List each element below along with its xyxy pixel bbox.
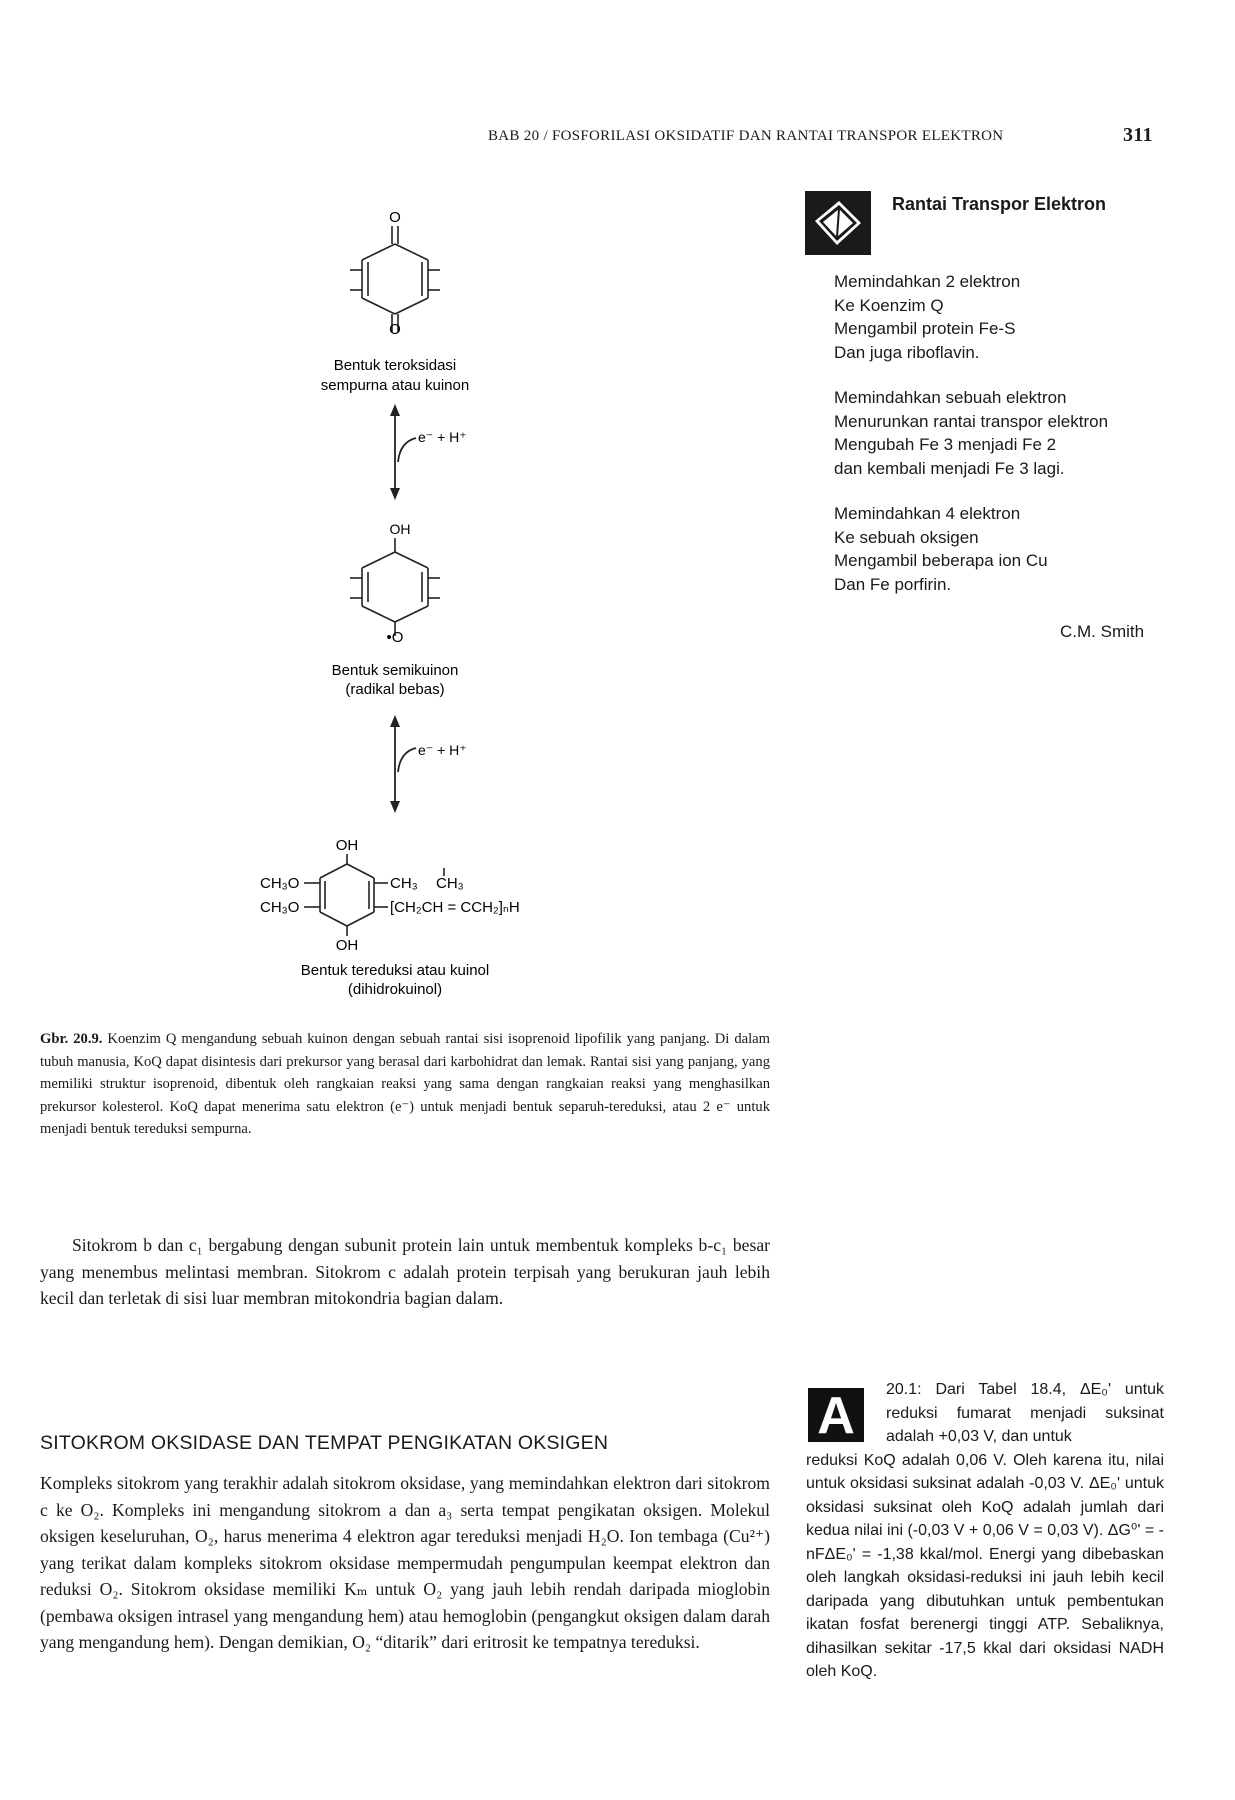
poem-stanza-2 (834, 386, 1108, 480)
poem-line: Ke Koenzim Q (834, 295, 944, 315)
isoprenoid-chain: [CH₂CH = CCH₂]ₙH (390, 899, 520, 916)
poem-line: Dan juga riboflavin. (834, 342, 980, 362)
answer-letter-box: A (808, 1388, 864, 1442)
label-semi-line2: (radikal bebas) (345, 681, 445, 698)
running-header (488, 124, 1168, 146)
answer-note (806, 1378, 1164, 1684)
poem-line: Memindahkan sebuah elektron (834, 388, 1067, 407)
reaction-1-label: e⁻ + H⁺ (418, 429, 467, 445)
semiquinone-o-radical: •O (386, 629, 404, 646)
label-semi-line1: Bentuk semikuinon (331, 662, 459, 679)
reaction-arrow-1 (390, 404, 416, 500)
body-paragraph-1: Sitokrom b dan c₁ bergabung dengan subunit protein lain untuk membentuk kompleks b-c₁ besar yang menembus melintasi membran. Sitokrom c adalah protein terpisah yang berukuran jauh lebih kecil dan terletak di sisi luar membran mitokondria bagian dalam. (40, 1235, 770, 1308)
semiquinone-oh: OH (389, 521, 411, 537)
poem-stanza-1 (834, 270, 1020, 364)
body-paragraph-2: Kompleks sitokrom yang terakhir adalah sitokrom oksidase, yang memindahkan elektron dari sitokrom c ke O₂. Kompleks ini mengandung sitokrom a dan a₃ serta tempat pengikatan oksigen. Molekul oksigen keseluruhan, O₂, harus menerima 4 elektron agar tereduksi menjadi H₂O. Ion tembaga (Cu²⁺) yang terikat dalam kompleks sitokrom oksidase mempermudah pengumpulan keempat elektron dan reduksi O₂. Sitokrom oksidase memiliki Kₘ untuk O₂ yang jauh lebih rendah daripada mioglobin (pembawa oksigen intrasel yang mengandung hem) atau hemoglobin (pengangkut oksigen dalam darah yang mengandung hem). Dengan demikian, O₂ “ditarik” dari eritrosit ke tempatnya tereduksi. (40, 1473, 770, 1652)
poem-line: Memindahkan 4 elektron (834, 504, 1021, 523)
poem-line: Ke sebuah oksigen (834, 527, 979, 547)
poem-line: Mengambil beberapa ion Cu (834, 551, 1048, 570)
label-reduced-line2: (dihidrokuinol) (347, 981, 443, 998)
quinone-bottom-o: O (389, 321, 401, 338)
ubiquinol-ch3: CH₃ (390, 875, 418, 892)
quinone-top-o: O (389, 209, 401, 226)
poem-line: Dan Fe porfirin. (834, 574, 952, 594)
poem-stanza-3 (834, 502, 1048, 596)
ubiquinol-oh-top: OH (335, 837, 359, 854)
poem-title: Rantai Transpor Elektron (892, 194, 1107, 214)
poem-line: dan kembali menjadi Fe 3 lagi. (834, 458, 1065, 478)
reaction-2-label: e⁻ + H⁺ (418, 742, 467, 758)
label-oxidized-line1: Bentuk teroksidasi (333, 357, 457, 374)
book-icon (805, 191, 871, 255)
poem-line: Memindahkan 2 elektron (834, 272, 1021, 291)
label-oxidized-line2: sempurna atau kuinon (320, 377, 470, 394)
poem-author: C.M. Smith (1060, 622, 1145, 641)
coenzyme-q-figure (240, 200, 620, 1000)
running-title: BAB 20 / FOSFORILASI OKSIDATIF DAN RANTAI TRANSPOR ELEKTRON (488, 128, 1004, 144)
poem-line: Mengubah Fe 3 menjadi Fe 2 (834, 435, 1057, 454)
poem-line: Mengambil protein Fe-S (834, 319, 1016, 338)
ubiquinol-oh-bottom: OH (335, 937, 359, 954)
label-reduced-line1: Bentuk tereduksi atau kuinol (300, 962, 490, 979)
quinone-ring (350, 226, 440, 332)
poem-line: Menurunkan rantai transpor elektron (834, 411, 1109, 431)
caption-text: Koenzim Q mengandung sebuah kuinon dengan sebuah rantai sisi isoprenoid lipofilik yang panjang. Di dalam tubuh manusia, KoQ dapat disintesis dari prekursor yang berasal dari karbohidrat dan lemak. Rantai sisi yang panjang, yang memiliki struktur isoprenoid, dibentuk oleh rangkaian reaksi yang sama dengan rangkaian reaksi yang menghasilkan prekursor kolesterol. KoQ dapat menerima satu elektron (e⁻) untuk menjadi bentuk separuh-tereduksi, atau 2 e⁻ untuk menjadi bentuk tereduksi sempurna. (40, 1031, 770, 1137)
answer-lead: 20.1: Dari Tabel 18.4, ΔE₀' untuk reduksi fumarat menjadi suksinat adalah +0,03 V, dan untuk (886, 1381, 1164, 1445)
ubiquinol-chain-ch3: CH₃ (436, 875, 464, 892)
page-number: 311 (1123, 124, 1153, 146)
ubiquinol-ring (304, 854, 444, 936)
semiquinone-ring (350, 538, 440, 636)
ubiquinol-ch3o-1: CH₃O (260, 875, 300, 892)
section-heading: SITOKROM OKSIDASE DAN TEMPAT PENGIKATAN OKSIGEN (40, 1432, 609, 1454)
figure-caption (40, 1028, 770, 1141)
answer-rest: reduksi KoQ adalah 0,06 V. Oleh karena itu, nilai untuk oksidasi suksinat adalah -0,03 V. ΔE₀' untuk oksidasi suksinat oleh KoQ adalah jumlah dari kedua nilai ini (-0,03 V + 0,06 V = 0,03 V). ΔG⁰' = -nFΔE₀' = -1,38 kkal/mol. Energi yang dibebaskan oleh langkah oksidasi-reduksi ini jauh lebih kecil daripada yang dibutuhkan untuk pembentukan ikatan fosfat berenergi tinggi ATP. Sebaliknya, dihasilkan sekitar -17,5 kkal dari oksidasi NADH oleh KoQ. (806, 1451, 1164, 1680)
reaction-arrow-2 (390, 715, 416, 813)
caption-label: Gbr. 20.9. (40, 1031, 103, 1047)
ubiquinol-ch3o-2: CH₃O (260, 899, 300, 916)
